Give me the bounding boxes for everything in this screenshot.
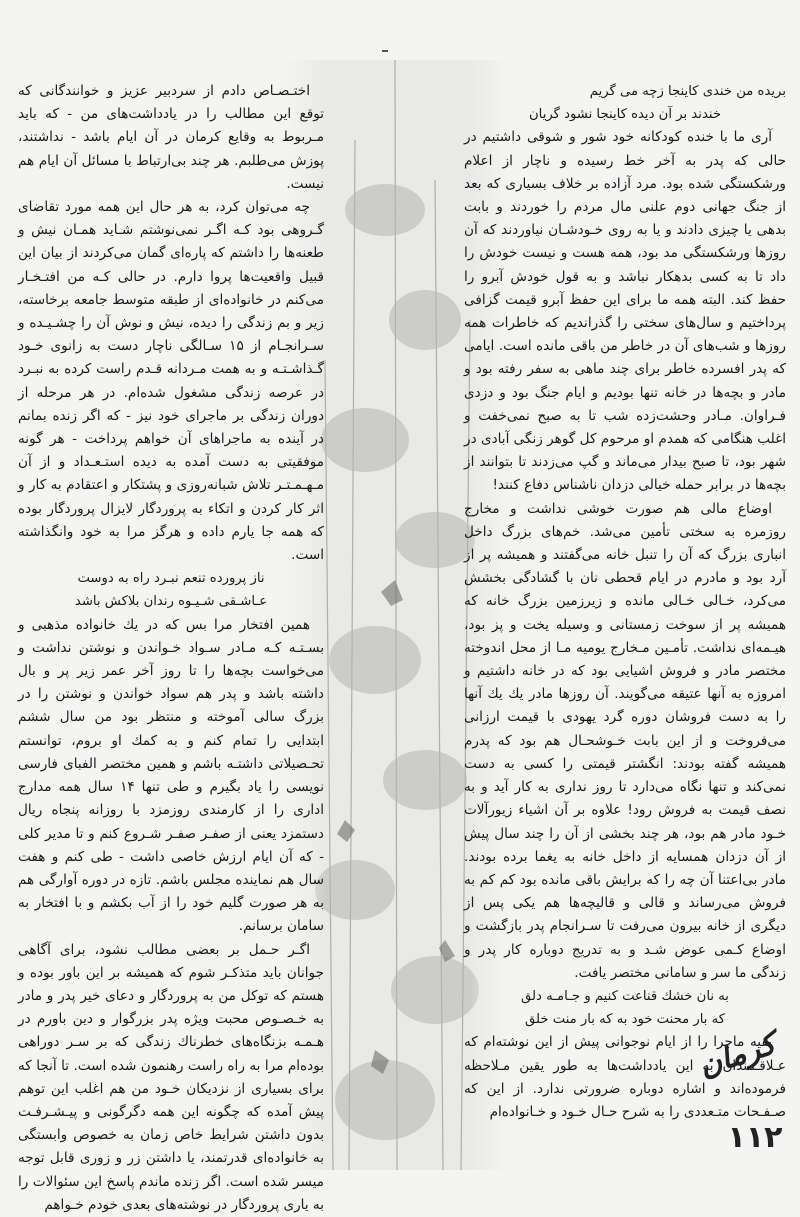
poem-line: ناز پرورده تنعم نبـرد راه به دوست — [77, 571, 265, 587]
paragraph: چه می‌توان کرد، به هر حال این همه مورد تقاضای گـروهی بود کـه اگـر نمی‌نوشتم شـاید همـان نیش و طعنه‌ها را داشتم که پاره‌ای گمان می‌کردند از بیان این قبیل واقعیت‌ها پروا دارم. در حالی کـه من افتـخـار می‌کنم در خانواده‌ای از طبقه متوسط جامعه برخاسته، زیر و بم زندگی را دیده، نیش و نوش آن را چشـیـده و سـرانجـام از ۱۵ سـالگی ناچار دست به زانوی خـود گـذاشـتـه و به همت مـردانه قـدم راست کرده به نبـرد در عرصه زندگی مشغول شده‌ام. در هر مرحله از دوران زندگی بر ماجرای خود نیز - که اگر زنده بمانم در آینده به ماجراهای آن خواهم پرداخت - هر گونه موفقیتی به دست آمده به دیده استـعـداد و از آن مـهـمـتـر تلاش شبانه‌روزی و پشتکار و اعتقادم به کار و اثر کار کردن و اتکاء به پروردگار لایزال پروردگار بوده که همه جا یارم داده و هرگز مرا به خود وانگذاشته است. — [18, 199, 325, 564]
page-number: ۱۱۲ — [727, 1120, 783, 1155]
poem-line: به نان خشك قناعت کنیم و جـامـه دلق — [521, 988, 729, 1004]
paragraph: آری ما با خنده کودکانه خود شور و شوقی داشتیم در حالی که پدر به آخر خط رسیده و ناچار از اعلام ورشکستگی شده بود. مرد آزاده بر خلاف بسیاری که بعد از جنگ جهانی دوم علنی مال مردم را خوردند و بابت بدهی یا چیزی دادند و یا به روی خـودشـان نیاوردند که آن روزها ورشکستگی مد بود، همه هست و نیست خودش را داد تا به کسی بدهکار نباشد و به قول خودش آبرو را حفظ کند. البته همه ما برای این حفظ آبرو قیمت گزافی پرداختیم و سال‌های سختی را گذراندیم که خاطرات همه روزها و شب‌های آن در خاطر من باقی مانده است. ایامی که پدر افسرده خاطر برای چند ماهی به سفر رفته بود و مادر و بچه‌ها در خانه تنها بودیم و ایام جنگ بود و دزدی فـراوان. مـادر وحشت‌زده شب تا به صبح نمی‌خفت و اغلب هنگامی که همدم او مرحوم کل گوهر زنگی آبادی در شهر بود، تا صبح بیدار می‌ماند و گپ می‌زدند تا بتوانند از بچه‌ها در برابر حمله خیالی دزدان ناشناس دفاع کنند! — [464, 129, 786, 494]
poem-line: بریده من خندی کاینجا زچه می گریم — [589, 84, 786, 99]
paragraph: اگـر حـمل بر بعضی مطالب نشود، برای آگاهی جوانان باید متذکـر شوم که همیشه بر این باور بوده و هستم که توکل من به پروردگار و دعای خیر پدر و مادر به خـصـوص محبت ویژه پدر بزرگوار و دین باورم در هـمـه بزنگاه‌های خطرناك زندگی که بر سـر دوراهی بوده‌ام مرا به راه راست رهنمون شده است. تا آنجا که برای بسیاری از نزدیکان خـود من هم اغلب این توهم پیش آمده که چگونه این همه دگرگونی و پیـشـرفـت بدون داشتن شرایط خاص زمان به خصوص وابستگی به خانواده‌ای قدرتمند، یا داشتن زر و زوری قابل توجه میسر شده است. اگر زنده ماندم پاسخ این سئوالات را به یاری پروردگار در نوشته‌های بعدی خودم خـواهم — [18, 941, 324, 1213]
top-mark — [382, 50, 388, 52]
paragraph: اوضاع مالی هم صورت خوشی نداشت و مخارج روزمره به سختی تأمین می‌شد. خم‌های بزرگ داخل انباری بزرگ که آن را تنبل خانه می‌گفتند و همیشه پر از آرد بود و مادرم در ایام قحطی نان با گشادگی بخشش می‌کرد، خـالی خـالی مانده و زیرزمین بزرگ خانه که همیشه پر از سوخت زمستانی و وسیله یخت و پز بود، هیـمه‌ای نداشت. تأمـین مـخارج یومیه مـا از محل اندوخته مختصر مادر و فروش اشیایی بود که در خانه داشتیم و امروزه به آنها عتیقه می‌گویند. آن روزها مادر یك یك آنها را به دست فروشان دوره گرد یهودی با قیمت ارزانی می‌فروخت و از این بابت خـوشحـال هم بود که پدرم همیشه گفته بودند: انگشتر قیمتی را کسی به دست نمی‌کند و تنها نگاه می‌دارد تا روز نداری به کار آید و به نصف قیمت به فروش رود! علاوه بر آن اشیاء زیورآلات خـود مادر هم بود، هر چند بخشی از آن را چند سال پیش از آن دزدان همسایه از داخل خانه به یغما برده بودند. مادر بی‌اعتنا آن چه را که برایش باقی مانده بود کم کم به فروش می‌رساند و قالی و قالیچه‌ها هم یکی پس از دیگری از خانه بیرون می‌رفت تا سـرانجام پدر بازگشت و اوضاع کـمی عوض شـد و به تدریج دوباره کار پدر و زندگی ما سر و سامانی مختصر یافت. — [464, 500, 786, 981]
poem-line: عـاشـقی شـیـوه رندان بلاکش باشد — [74, 594, 268, 610]
left-text-column — [18, 80, 324, 1217]
paragraph: بقیه ماجرا را از ایام نوجوانی پیش از این نوشته‌ام که عـلاقـمندان به این یادداشت‌ها به طور یقین مـلاحظه فرموده‌اند و اشاره دوباره ضرورتی ندارد. از این که صـفـحات متـعددی را به شرح حـال خـود و خـانواده‌ام — [464, 1034, 786, 1120]
right-text-column — [464, 80, 786, 1124]
magazine-logo: کرمان — [694, 1026, 780, 1084]
poem-line: که بار محنت خود به که بار منت خلق — [525, 1012, 725, 1028]
poem-line: خندند بر آن دیده کاینجا نشود گریان — [529, 107, 721, 123]
paragraph: اختـصـاص دادم از سردبیر عزیز و خوانندگانی که توقع این مطالب را در یادداشت‌های من - که باید مـربوط به وقایع کرمان در آن ایام باشد - نداشتند، پوزش می‌طلبم. هر چند بی‌ارتباط با مسائل آن ایام هم نیست. — [18, 83, 324, 192]
paragraph: همین افتخار مرا بس که در یك خانواده مذهبی و بسـتـه کـه مـادر سـواد خـواندن و نوشتن نداشت و می‌خواست بچه‌ها را تا روز آخر عمر زیر پر و بال داشته باشد و پدر هم سواد خواندن و نوشتن را در بزرگ سالی آموخته و منتظر بود من سال ششم ابتدایی را تمام کنم و به کمك او بروم، توانستم تحـصیلاتی داشتـه باشم و همین مختصر الفبای فارسی نویسی را یاد بگیرم و طی تنها ۱۴ سال همه مدارج اداری را از کارمندی روزمزد با روزانه پنجاه ریال دستمزد یعنی از صفـر صفـر شـروع کنم و تا مدیر کلی - که آن ایام ارزش خاصی داشت - طی کنم و هفت سال هم نماینده مجلس باشم. تازه در دوره آوارگی هم به هر صورت گلیم خود را از آب بکشم و با افتخار به سامان برسانم. — [18, 616, 324, 935]
